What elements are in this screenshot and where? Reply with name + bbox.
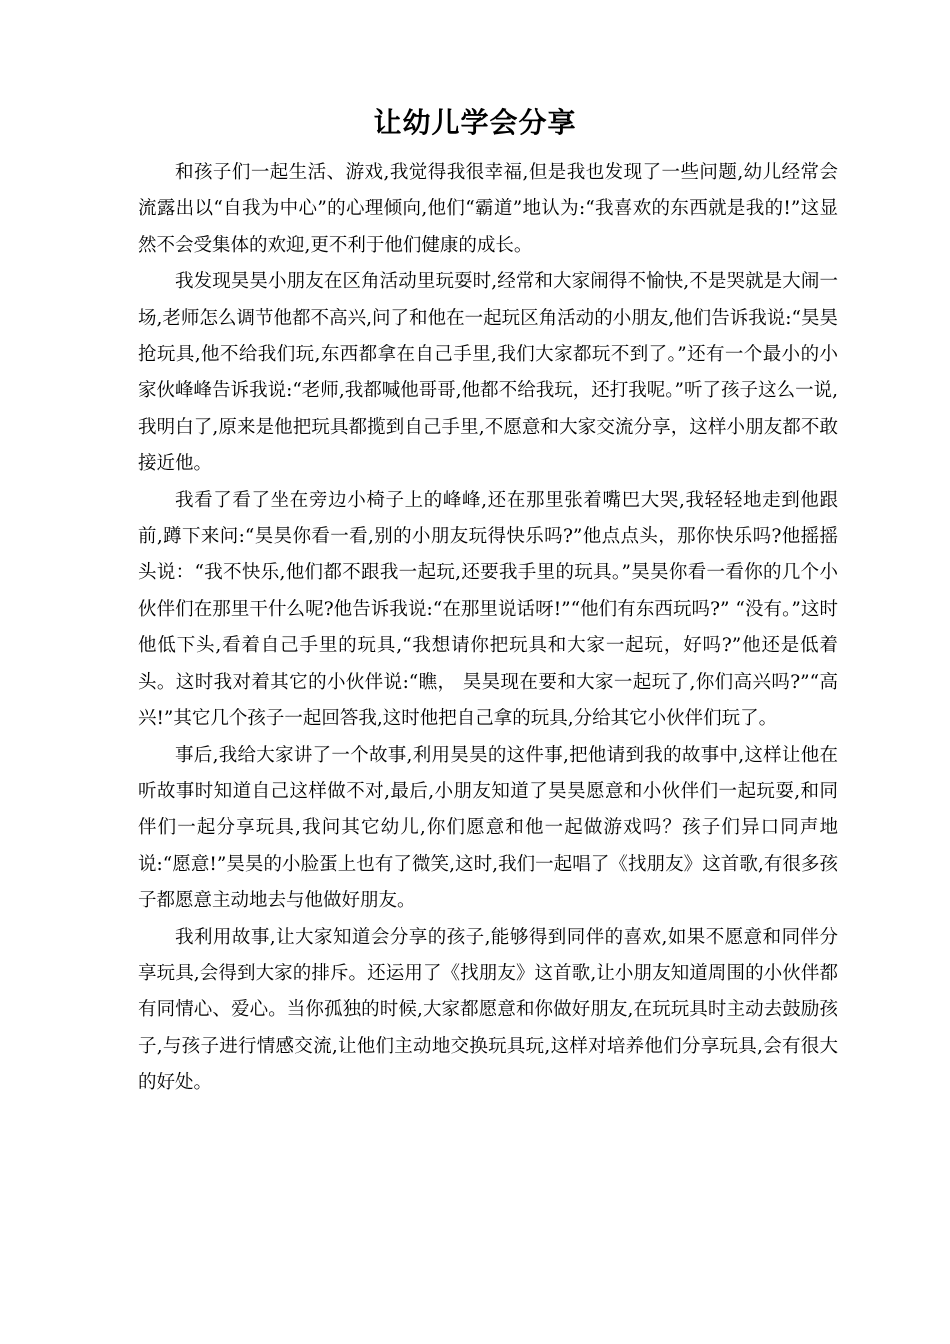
paragraph-4: 事后,我给大家讲了一个故事,利用昊昊的这件事,把他请到我的故事中,这样让他在听故事时知道自己这样做不对,最后,小朋友知道了昊昊愿意和小伙伴们一起玩耍,和同伴们一起分享玩具,我问其它幼儿,你们愿意和他一起做游戏吗？孩子们异口同声地说:“愿意!”昊昊的小脸蛋上也有了微笑,这时,我们一起唱了《找朋友》这首歌,有很多孩子都愿意主动地去与他做好朋友。 — [138, 744, 838, 912]
paragraph-5: 我利用故事,让大家知道会分享的孩子,能够得到同伴的喜欢,如果不愿意和同伴分享玩具,会得到大家的排斥。还运用了《找朋友》这首歌,让小朋友知道周围的小伙伴都有同情心、爱心。当你孤独的时候,大家都愿意和你做好朋友,在玩玩具时主动去鼓励孩子,与孩子进行情感交流,让他们主动地交换玩具玩,这样对培养他们分享玩具,会有很大的好处。 — [138, 926, 838, 1094]
document-title: 让幼儿学会分享 — [373, 106, 577, 139]
paragraph-1: 和孩子们一起生活、游戏,我觉得我很幸福,但是我也发现了一些问题,幼儿经常会流露出以“自我为中心”的心理倾向,他们“霸道”地认为:“我喜欢的东西就是我的!”这显然不会受集体的欢迎,更不利于他们健康的成长。 — [138, 162, 838, 256]
document-body — [138, 155, 838, 1102]
paragraph-2: 我发现昊昊小朋友在区角活动里玩耍时,经常和大家闹得不愉快,不是哭就是大闹一场,老师怎么调节他都不高兴,问了和他在一起玩区角活动的小朋友,他们告诉我说:“昊昊抢玩具,他不给我们玩,东西都拿在自己手里,我们大家都玩不到了。”还有一个最小的小家伙峰峰告诉我说:“老师,我都喊他哥哥,他都不给我玩，还打我呢。”听了孩子这么一说,我明白了,原来是他把玩具都揽到自己手里,不愿意和大家交流分享，这样小朋友都不敢接近他。 — [138, 271, 838, 475]
paragraph-3: 我看了看了坐在旁边小椅子上的峰峰,还在那里张着嘴巴大哭,我轻轻地走到他跟前,蹲下来问:“昊昊你看一看,别的小朋友玩得快乐吗?”他点点头，那你快乐吗?他摇摇头说：“我不快乐,他们都不跟我一起玩,还要我手里的玩具。”昊昊你看一看你的几个小伙伴们在那里干什么呢?他告诉我说:“在那里说话呀!”“他们有东西玩吗?” “没有。”这时他低下头,看着自己手里的玩具,“我想请你把玩具和大家一起玩，好吗?”他还是低着头。这时我对着其它的小伙伴说:“瞧， 昊昊现在要和大家一起玩了,你们高兴吗?”“高兴!”其它几个孩子一起回答我,这时他把自己拿的玩具,分给其它小伙伴们玩了。 — [138, 489, 838, 730]
